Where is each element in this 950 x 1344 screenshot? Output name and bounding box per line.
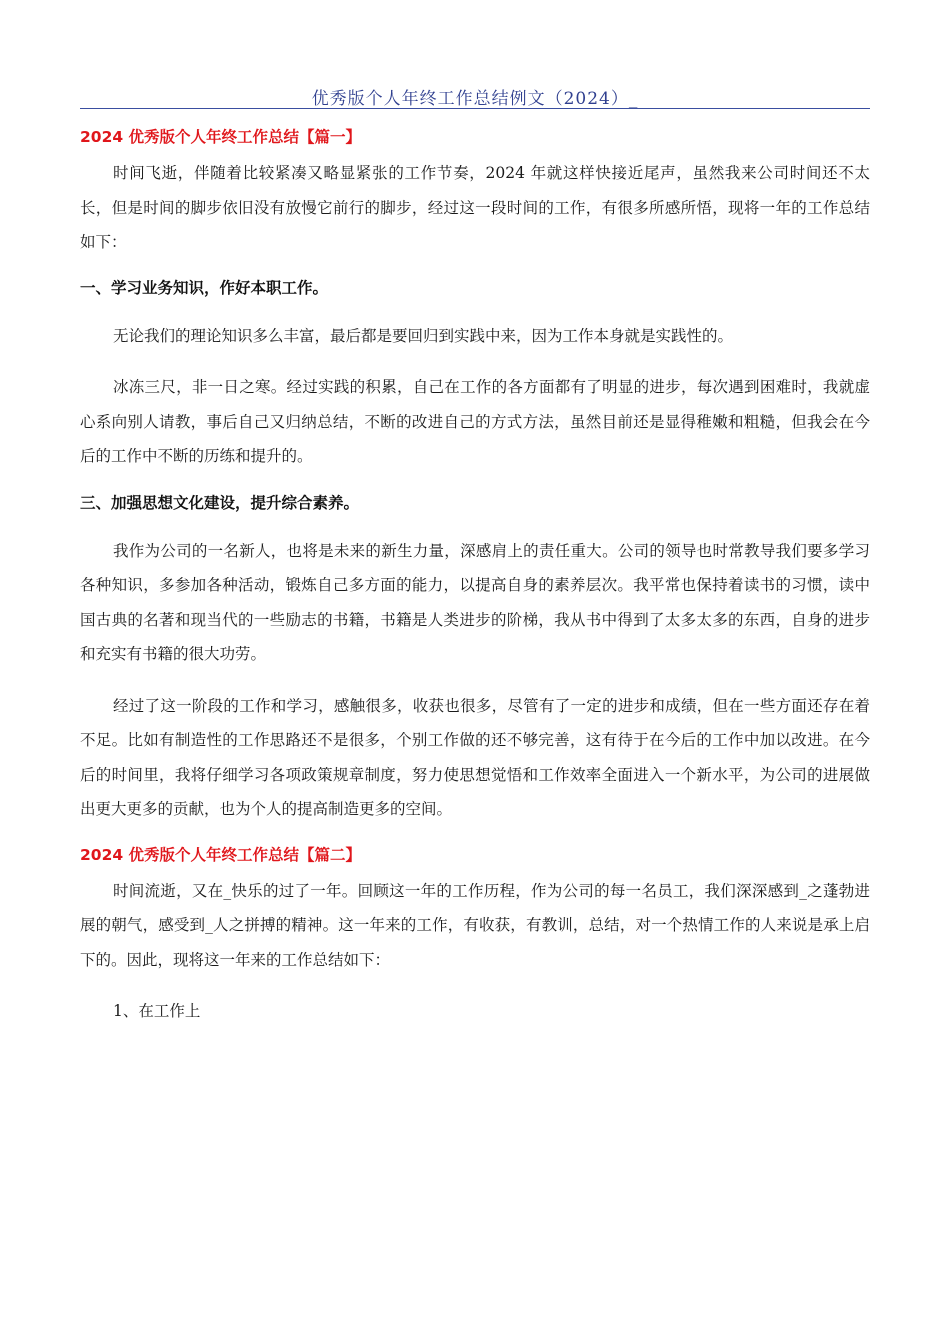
subsection-1-paragraph-2: 冰冻三尺，非一日之寒。经过实践的积累，自己在工作的各方面都有了明显的进步，每次遇到困难时，我就虚心系向别人请教，事后自己又归纳总结，不断的改进自己的方式方法，虽然目前还是显得稚嫩和粗糙，但我会在今后的工作中不断的历练和提升的。 [80, 378, 870, 465]
subsection-3-paragraph-1: 我作为公司的一名新人，也将是未来的新生力量，深感肩上的责任重大。公司的领导也时常教导我们要多学习各种知识，多参加各种活动，锻炼自己多方面的能力，以提高自身的素养层次。我平常也保持着读书的习惯，读中国古典的名著和现当代的一些励志的书籍，书籍是人类进步的阶梯，我从书中得到了太多太多的东西，自身的进步和充实有书籍的很大功劳。 [80, 541, 870, 663]
subsection-3-paragraph-2: 经过了这一阶段的工作和学习，感触很多，收获也很多，尽管有了一定的进步和成绩，但在一些方面还存在着不足。比如有制造性的工作思路还不是很多，个别工作做的还不够完善，这有待于在今后的工作中加以改进。在今后的时间里，我将仔细学习各项政策规章制度，努力使思想觉悟和工作效率全面进入一个新水平，为公司的进展做出更大更多的贡献，也为个人的提高制造更多的空间。 [80, 696, 870, 818]
document-body [80, 120, 870, 1029]
subsection-1-heading: 一、学习业务知识，作好本职工作。 [80, 278, 329, 297]
page-header-title: 优秀版个人年终工作总结例文（2024）_ [311, 89, 639, 109]
subsection-1-paragraph-1: 无论我们的理论知识多么丰富，最后都是要回归到实践中来，因为工作本身就是实践性的。 [113, 326, 734, 345]
section-2-heading: 2024 优秀版个人年终工作总结【篇二】 [80, 845, 362, 864]
section-1-heading: 2024 优秀版个人年终工作总结【篇一】 [80, 128, 362, 146]
section-2-intro: 时间流逝，又在_快乐的过了一年。回顾这一年的工作历程，作为公司的每一名员工，我们深深感到_之蓬勃进展的朝气，感受到_人之拼搏的精神。这一年来的工作，有收获，有教训，总结，对一个热情工作的人来说是承上启下的。因此，现将这一年来的工作总结如下： [80, 881, 870, 969]
section-2-item-1: 1、在工作上 [113, 1002, 201, 1020]
section-1-intro: 时间飞逝，伴随着比较紧凑又略显紧张的工作节奏，2024 年就这样快接近尾声，虽然我来公司时间还不太长，但是时间的脚步依旧没有放慢它前行的脚步，经过这一段时间的工作，有很多所感所悟，现将一年的工作总结如下： [80, 164, 870, 251]
subsection-3-heading: 三、加强思想文化建设，提升综合素养。 [80, 493, 360, 512]
header-divider [80, 108, 870, 109]
